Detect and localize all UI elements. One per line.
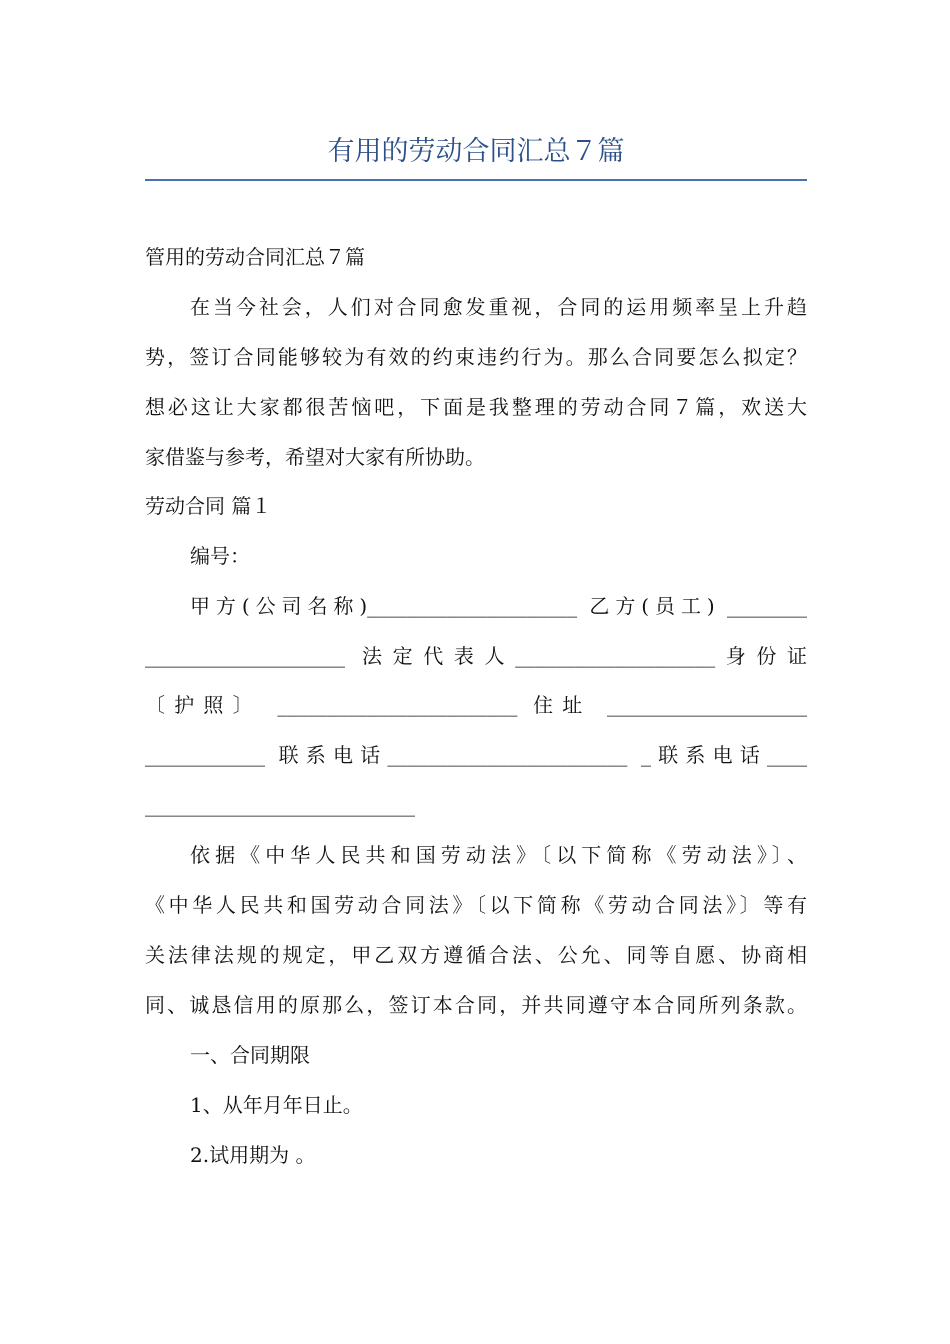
clause-item-1: 1、从年月年日止。 <box>190 1093 363 1117</box>
intro-line-3: 想必这让大家都很苦恼吧，下面是我整理的劳动合同７篇，欢送大 <box>145 395 807 419</box>
party-line-5: ___________________________ <box>145 793 415 817</box>
intro-line-4: 家借鉴与参考，希望对大家有所协助。 <box>145 445 485 469</box>
party-line-4: ____________ 联系电话________________________ _联系电话____ <box>145 743 807 767</box>
title-underline <box>145 179 807 181</box>
basis-line-3: 关法律法规的规定，甲乙双方遵循合法、公允、同等自愿、协商相 <box>145 943 807 967</box>
party-line-1: 甲方(公司名称)_____________________ 乙方(员工) ________ <box>190 594 807 618</box>
contract-number-label: 编号： <box>190 544 250 568</box>
document-title: 有用的劳动合同汇总７篇 <box>327 136 625 167</box>
clause-item-2: 2.试用期为 。 <box>190 1143 316 1167</box>
basis-line-1: 依据《中华人民共和国劳动法》〔以下简称《劳动法》〕、 <box>190 843 807 867</box>
section-heading: 劳动合同 篇１ <box>145 494 272 518</box>
intro-line-2: 势，签订合同能够较为有效的约束违约行为。那么合同要怎么拟定？ <box>145 345 807 369</box>
intro-line-1: 在当今社会，人们对合同愈发重视，合同的运用频率呈上升趋 <box>190 295 807 319</box>
basis-line-4: 同、诚恳信用的原那么，签订本合同，并共同遵守本合同所列条款。 <box>145 993 807 1017</box>
subtitle: 管用的劳动合同汇总７篇 <box>145 245 365 269</box>
basis-line-2: 《中华人民共和国劳动合同法》〔以下简称《劳动合同法》〕等有 <box>145 893 807 917</box>
clause-heading-term: 一、合同期限 <box>190 1043 310 1067</box>
party-line-3: 〔护照〕 ________________________ 住址 ____________________ <box>145 693 807 717</box>
party-line-2: ____________________ 法定代表人____________________身份证 <box>145 644 807 668</box>
